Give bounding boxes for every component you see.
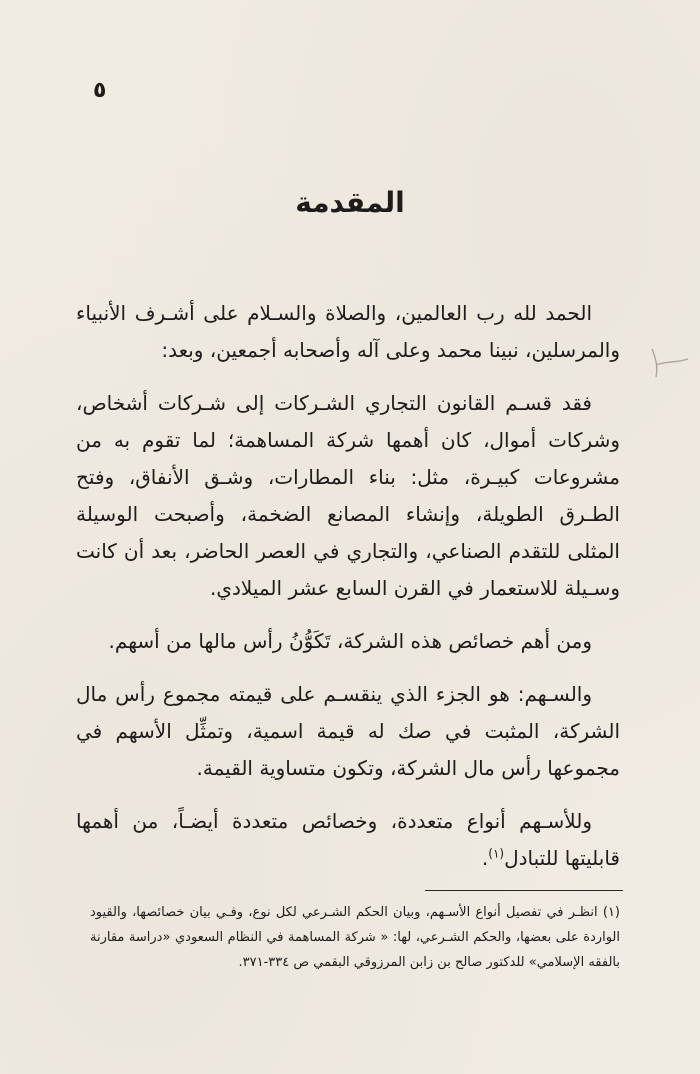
page-number: ٥ bbox=[93, 78, 107, 103]
paragraph: والسـهم: هو الجزء الذي ينقسـم على قيمته مجموع رأس مال الشركة، المثبت في صك له قيمة اسمية، وتمثِّل الأسهم في مجموعها رأس مال الشركة، وتكون متساوية القيمة. bbox=[76, 682, 620, 780]
footnote-text: (١) انظـر في تفصيل أنواع الأسـهم، وبيان الحكم الشـرعي لكل نوع، وفـي بيان خصائصها، والقيود الواردة على بعضها، والحكم الشـرعي، لها: « شركة المساهمة في النظام السعودي «دراسة مقارنة بالفقه الإسلامي» للدكتور صالح بن زابن المرزوقي البقمي ص ٣٣٤-٣٧١. bbox=[90, 905, 620, 970]
paragraph-end: . bbox=[481, 846, 489, 870]
paragraph: الحمد لله رب العالمين، والصلاة والسـلام على أشـرف الأنبياء والمرسلين، نبينا محمد وعلى آله وأصحابه أجمعين، وبعد: bbox=[76, 301, 620, 362]
footnote bbox=[90, 900, 620, 975]
paragraph-text: وللأسـهم أنواع متعددة، وخصائص متعددة أيضـاً، من أهمها قابليتها للتبادل bbox=[76, 809, 620, 870]
page-title: المقدمة bbox=[295, 186, 405, 219]
footnote-reference: (١) bbox=[488, 846, 505, 861]
paragraph: ومن أهم خصائص هذه الشركة، تَكَوُّنُ رأس مالها من أسهم. bbox=[108, 629, 592, 653]
footnote-divider bbox=[425, 890, 623, 891]
paragraph: فقد قسـم القانون التجاري الشـركات إلى شـركات أشخاص، وشركات أموال، كان أهمها شركة المساهمة؛ لما تقوم به من مشروعات كبيـرة، مثل: بناء المطارات، وشـق الأنفاق، وفتح الطـرق الطويلة، وإنشاء المصانع الضخمة، وأصبحت الوسيلة المثلى للتقدم الصناعي، والتجاري في العصر الحاضر، بعد أن كانت وسـيلة للاستعمار في القرن السابع عشر الميلادي. bbox=[76, 391, 620, 600]
paragraph bbox=[76, 803, 620, 877]
body-text bbox=[76, 295, 620, 893]
margin-pencil-mark bbox=[648, 345, 692, 381]
